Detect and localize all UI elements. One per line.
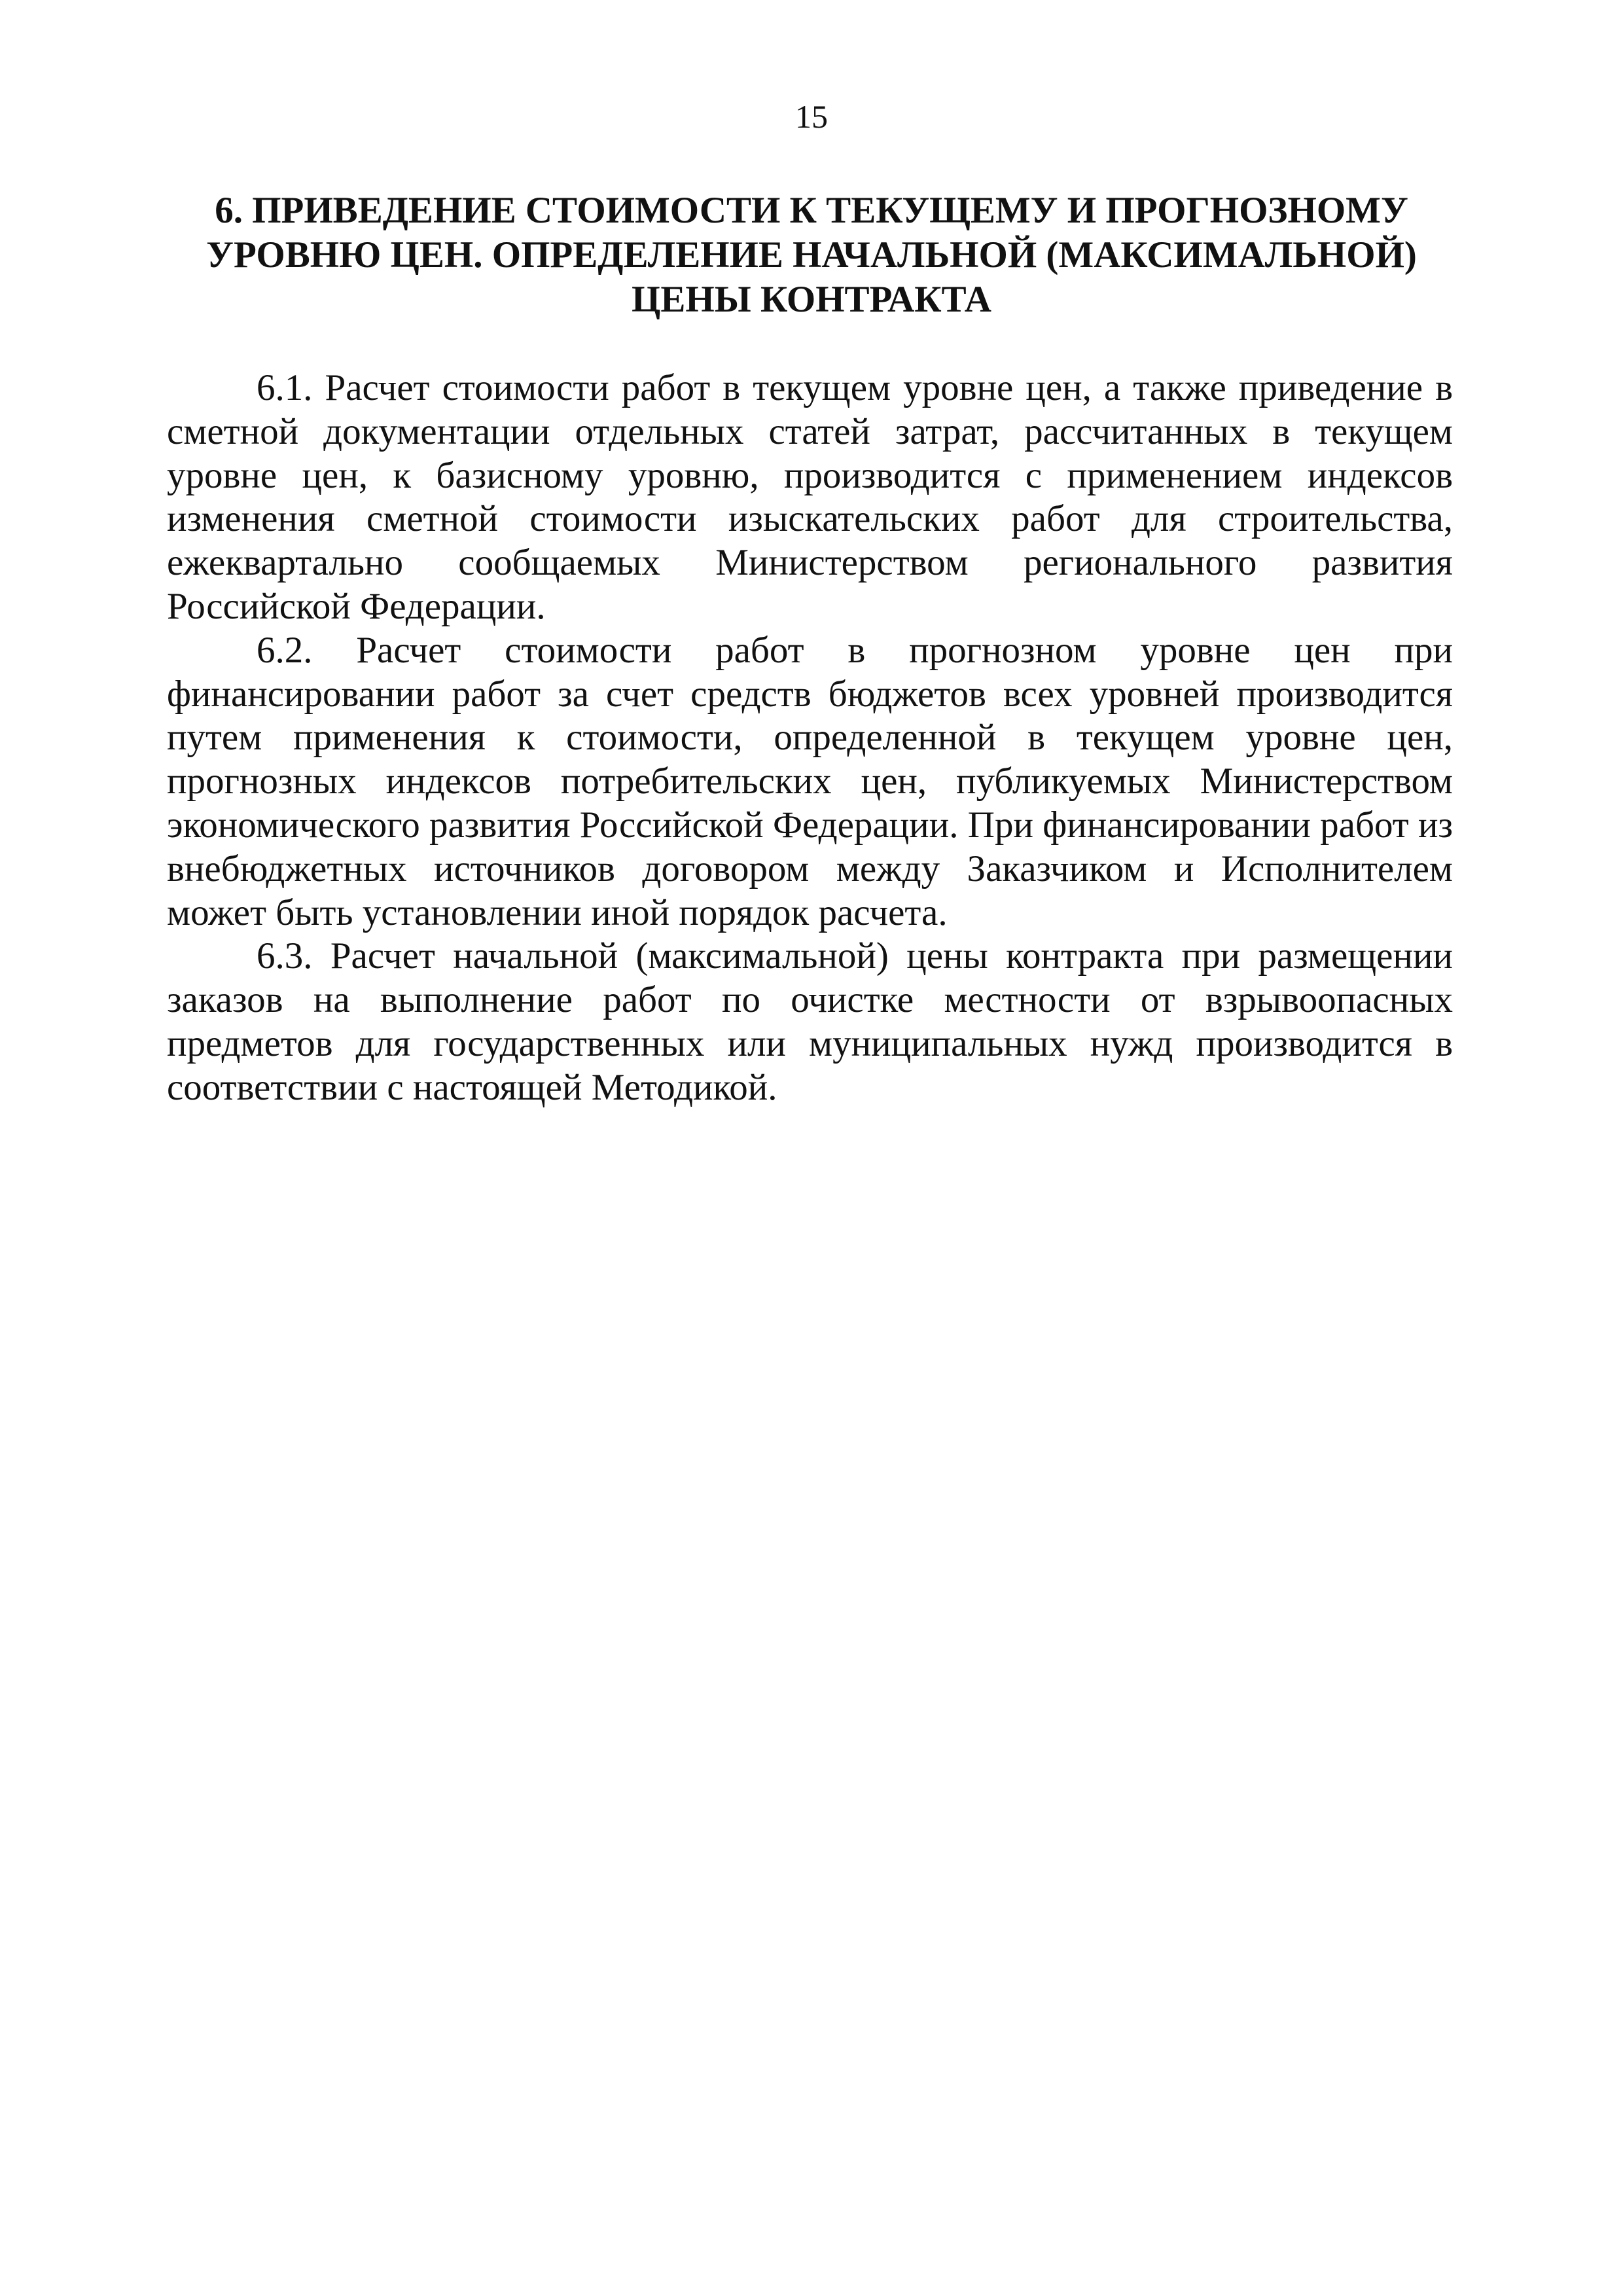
section-title xyxy=(177,188,1446,322)
paragraph-6-1: 6.1. Расчет стоимости работ в текущем уровне цен, а также приведение в сметной документации отдельных статей затрат, рассчитанных в текущем уровне цен, к базисному уровню, производится с применением индексов изменения сметной стоимости изыскательских работ для строительства, ежеквартально сообщаемых Министерством регионального развития Российской Федерации. xyxy=(167,367,1453,627)
paragraph-6-2: 6.2. Расчет стоимости работ в прогнозном уровне цен при финансировании работ за счет средств бюджетов всех уровней производится путем применения к стоимости, определенной в текущем уровне цен, прогнозных индексов потребительских цен, публикуемых Министерством экономического развития Российской Федерации. При финансировании работ из внебюджетных источников договором между Заказчиком и Исполнителем может быть установлении иной порядок расчета. xyxy=(167,629,1453,933)
section-title-line: ЦЕНЫ КОНТРАКТА xyxy=(632,279,991,320)
section-title-line: УРОВНЮ ЦЕН. ОПРЕДЕЛЕНИЕ НАЧАЛЬНОЙ (МАКСИМАЛЬНОЙ) xyxy=(206,234,1417,276)
paragraph-6-3: 6.3. Расчет начальной (максимальной) цены контракта при размещении заказов на выполнение работ по очистке местности от взрывоопасных предметов для государственных или муниципальных нужд производится в соответствии с настоящей Методикой. xyxy=(167,935,1453,1108)
section-title-line: 6. ПРИВЕДЕНИЕ СТОИМОСТИ К ТЕКУЩЕМУ И ПРОГНОЗНОМУ xyxy=(215,190,1408,231)
page-number: 15 xyxy=(795,98,828,135)
section-body xyxy=(167,367,1453,1110)
